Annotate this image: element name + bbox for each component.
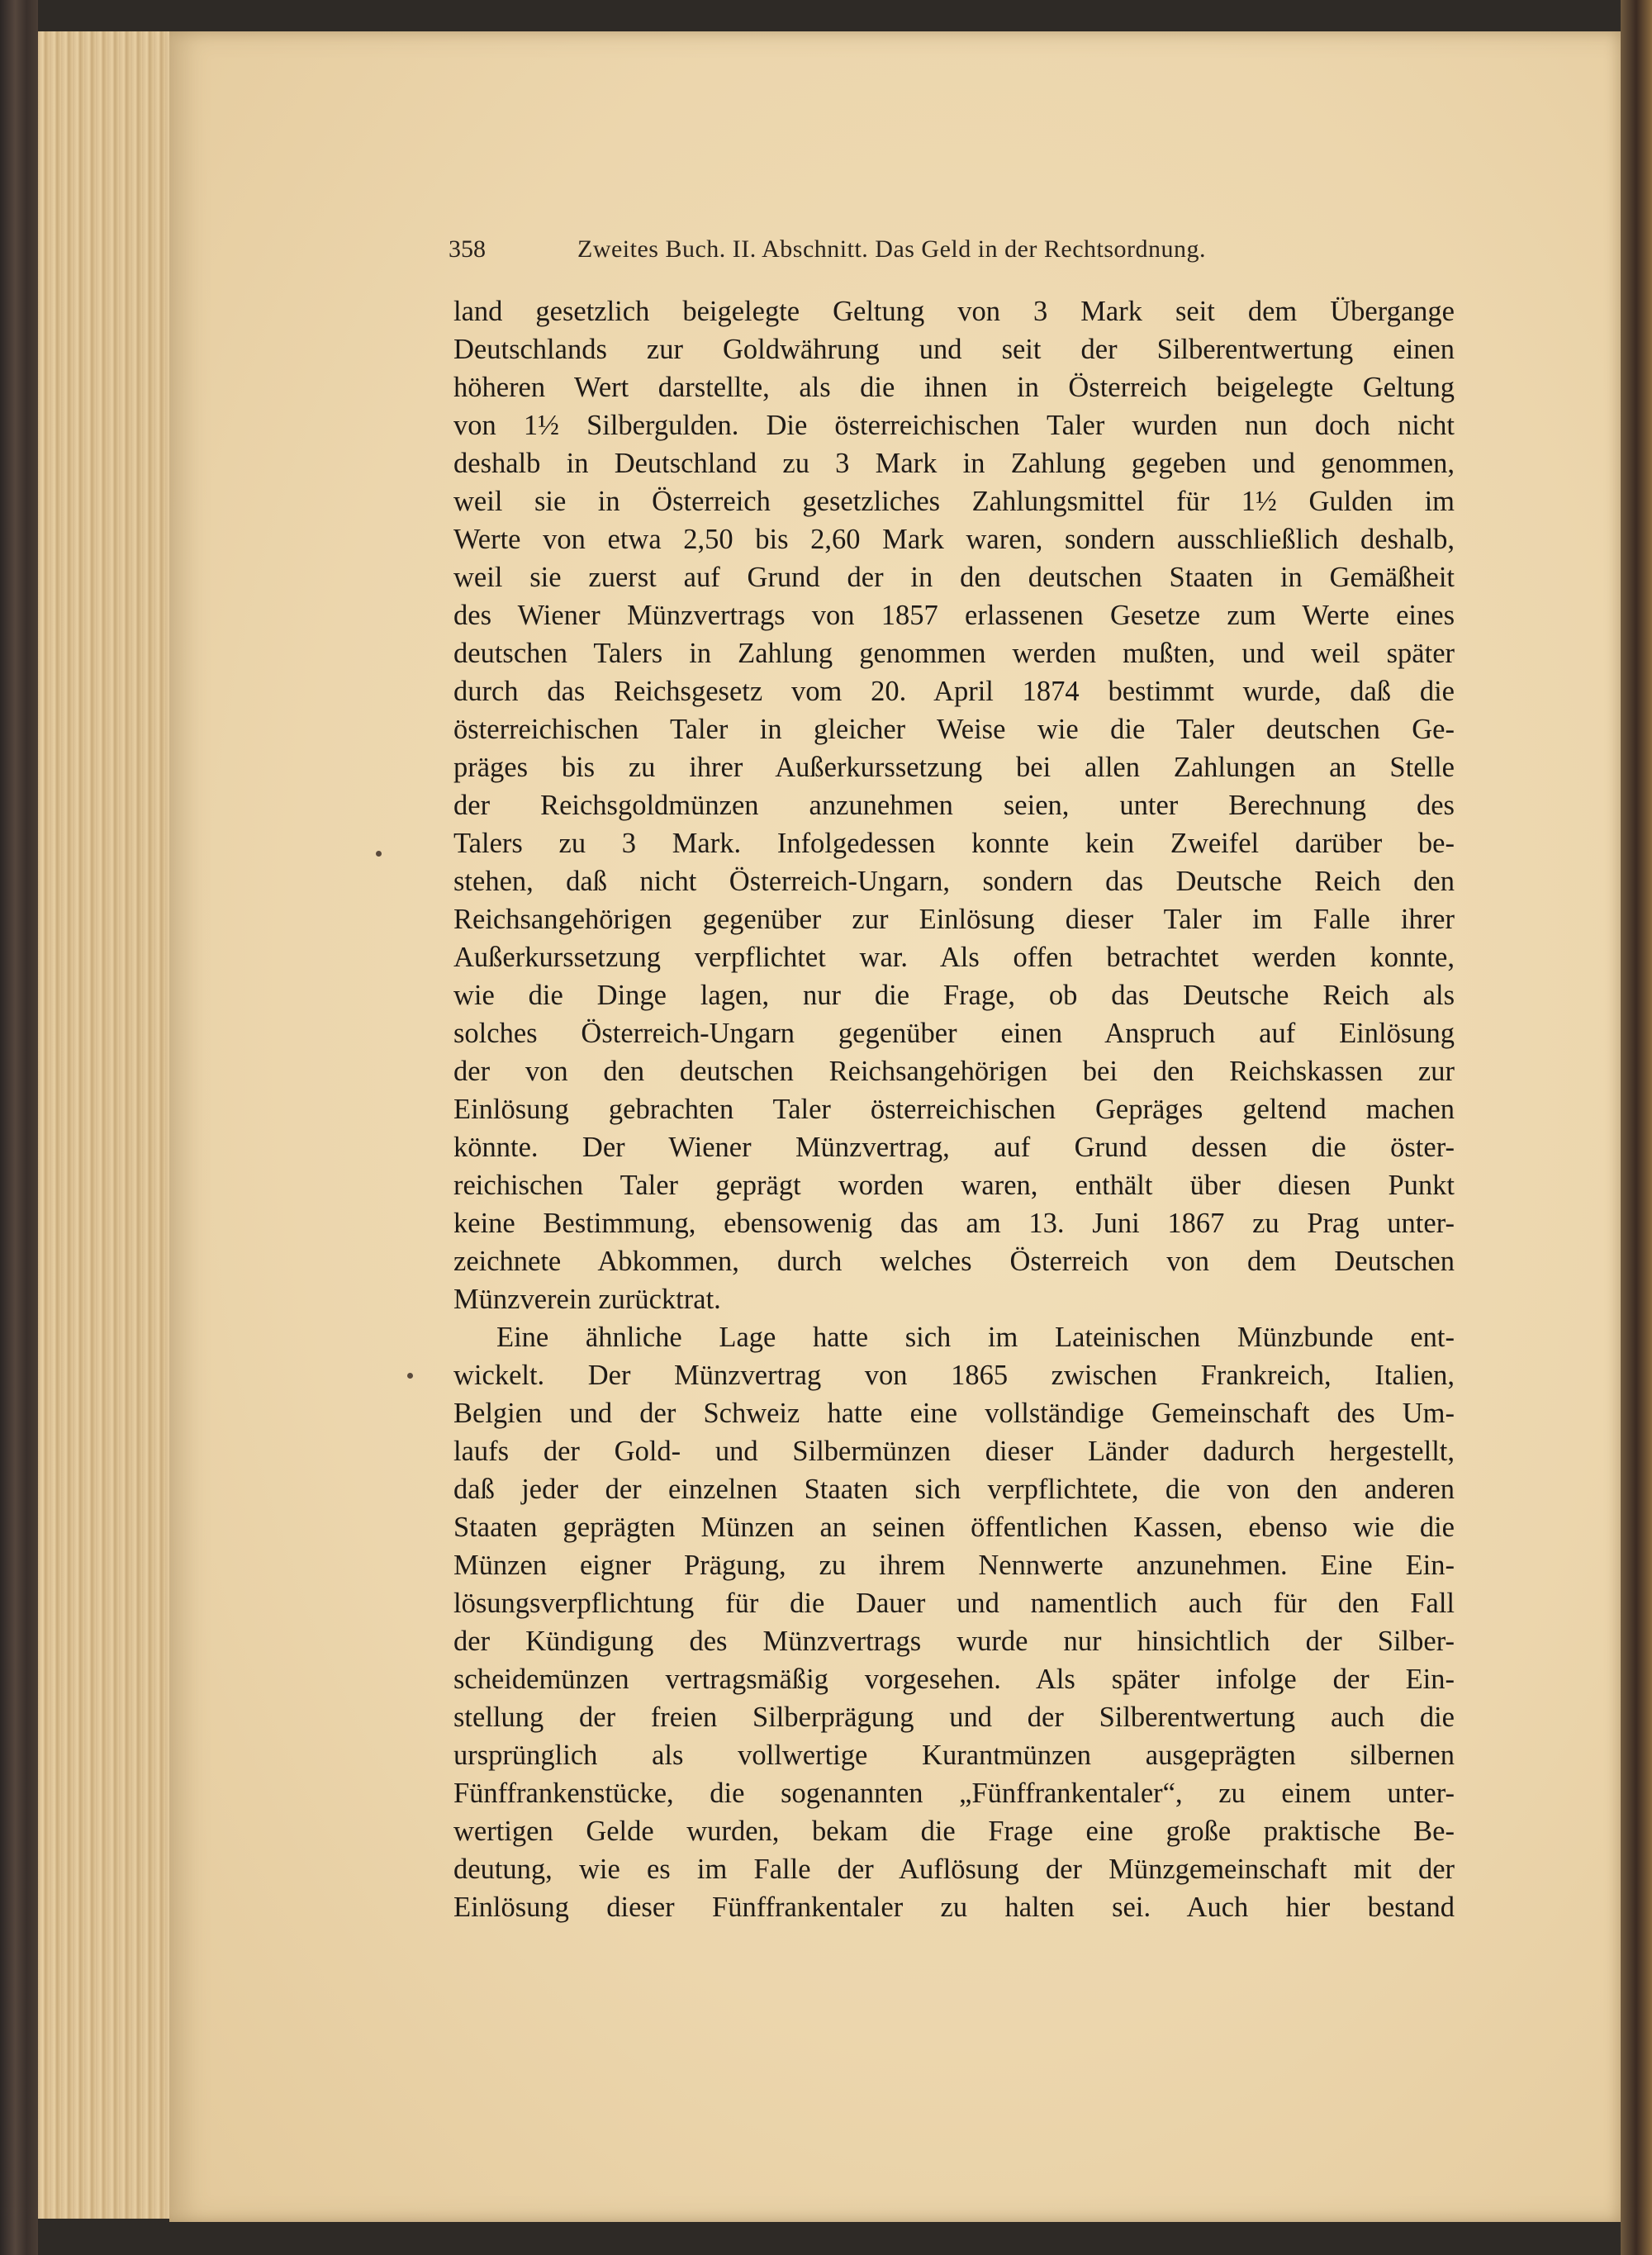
paragraph [453, 1318, 1455, 1926]
running-title: Zweites Buch. II. Abschnitt. Das Geld in der Rechtsordnung. [577, 235, 1207, 263]
text-line: Münzen eigner Prägung, zu ihrem Nennwerte anzunehmen. Eine Ein- [453, 1550, 1455, 1581]
page-edges [38, 31, 187, 2219]
text-line: wickelt. Der Münzvertrag von 1865 zwischen Frankreich, Italien, [453, 1360, 1455, 1391]
text-line: Eine ähnliche Lage hatte sich im Lateinischen Münzbunde ent- [496, 1322, 1455, 1353]
text-line: der Reichsgoldmünzen anzunehmen seien, unter Berechnung des [453, 790, 1455, 821]
text-line: keine Bestimmung, ebensowenig das am 13. Juni 1867 zu Prag unter- [453, 1208, 1455, 1239]
book-fore-edge [1621, 0, 1652, 2255]
text-line: ursprünglich als vollwertige Kurantmünzen ausgeprägten silbernen [453, 1740, 1455, 1771]
running-head [449, 235, 1481, 272]
text-line: Einlösung dieser Fünffrankentaler zu halten sei. Auch hier bestand [453, 1892, 1455, 1923]
text-line: solches Österreich-Ungarn gegenüber einen Anspruch auf Einlösung [453, 1018, 1455, 1049]
text-line: land gesetzlich beigelegte Geltung von 3 Mark seit dem Übergange [453, 296, 1455, 327]
text-line: zeichnete Abkommen, durch welches Österreich von dem Deutschen [453, 1246, 1455, 1277]
text-line: Außerkurssetzung verpflichtet war. Als offen betrachtet werden konnte, [453, 942, 1455, 973]
text-line: könnte. Der Wiener Münzvertrag, auf Grund dessen die öster- [453, 1132, 1455, 1163]
text-line: weil sie zuerst auf Grund der in den deutschen Staaten in Gemäßheit [453, 562, 1455, 593]
text-line: der Kündigung des Münzvertrags wurde nur hinsichtlich der Silber- [453, 1626, 1455, 1657]
book-spine [0, 0, 38, 2255]
text-line: Belgien und der Schweiz hatte eine vollständige Gemeinschaft des Um- [453, 1398, 1455, 1429]
text-line: lösungsverpflichtung für die Dauer und namentlich auch für den Fall [453, 1588, 1455, 1619]
text-line: Staaten geprägten Münzen an seinen öffentlichen Kassen, ebenso wie die [453, 1512, 1455, 1543]
text-line: daß jeder der einzelnen Staaten sich verpflichtete, die von den anderen [453, 1474, 1455, 1505]
text-line: Einlösung gebrachten Taler österreichischen Gepräges geltend machen [453, 1094, 1455, 1125]
page-number: 358 [449, 235, 486, 263]
text-line: stellung der freien Silberprägung und der Silberentwertung auch die [453, 1702, 1455, 1733]
margin-mark [376, 851, 382, 857]
text-line: scheidemünzen vertragsmäßig vorgesehen. Als später infolge der Ein- [453, 1664, 1455, 1695]
text-line: Fünffrankenstücke, die sogenannten „Fünffrankentaler“, zu einem unter- [453, 1778, 1455, 1809]
text-line: Münzverein zurücktrat. [453, 1284, 721, 1315]
text-line: stehen, daß nicht Österreich-Ungarn, sondern das Deutsche Reich den [453, 866, 1455, 897]
text-line: weil sie in Österreich gesetzliches Zahlungsmittel für 1½ Gulden im [453, 486, 1455, 517]
paragraph [453, 292, 1455, 1318]
text-line: des Wiener Münzvertrags von 1857 erlassenen Gesetze zum Werte eines [453, 600, 1455, 631]
text-line: der von den deutschen Reichsangehörigen bei den Reichskassen zur [453, 1056, 1455, 1087]
text-line: deutschen Talers in Zahlung genommen werden mußten, und weil später [453, 638, 1455, 669]
text-line: deshalb in Deutschland zu 3 Mark in Zahlung gegeben und genommen, [453, 448, 1455, 479]
text-line: reichischen Taler geprägt worden waren, enthält über diesen Punkt [453, 1170, 1455, 1201]
text-line: Reichsangehörigen gegenüber zur Einlösung dieser Taler im Falle ihrer [453, 904, 1455, 935]
text-line: Werte von etwa 2,50 bis 2,60 Mark waren, sondern ausschließlich deshalb, [453, 524, 1455, 555]
text-line: wertigen Gelde wurden, bekam die Frage eine große praktische Be- [453, 1816, 1455, 1847]
text-line: von 1½ Silbergulden. Die österreichischen Taler wurden nun doch nicht [453, 410, 1455, 441]
text-line: präges bis zu ihrer Außerkurssetzung bei allen Zahlungen an Stelle [453, 752, 1455, 783]
text-line: österreichischen Taler in gleicher Weise wie die Taler deutschen Ge- [453, 714, 1455, 745]
text-line: Deutschlands zur Goldwährung und seit der Silberentwertung einen [453, 334, 1455, 365]
text-line: höheren Wert darstellte, als die ihnen in Österreich beigelegte Geltung [453, 372, 1455, 403]
margin-mark [407, 1373, 413, 1379]
text-line: Talers zu 3 Mark. Infolgedessen konnte kein Zweifel darüber be- [453, 828, 1455, 859]
body-text [453, 292, 1455, 1926]
text-line: wie die Dinge lagen, nur die Frage, ob das Deutsche Reich als [453, 980, 1455, 1011]
text-line: durch das Reichsgesetz vom 20. April 1874 bestimmt wurde, daß die [453, 676, 1455, 707]
text-line: deutung, wie es im Falle der Auflösung der Münzgemeinschaft mit der [453, 1854, 1455, 1885]
text-line: laufs der Gold- und Silbermünzen dieser Länder dadurch hergestellt, [453, 1436, 1455, 1467]
